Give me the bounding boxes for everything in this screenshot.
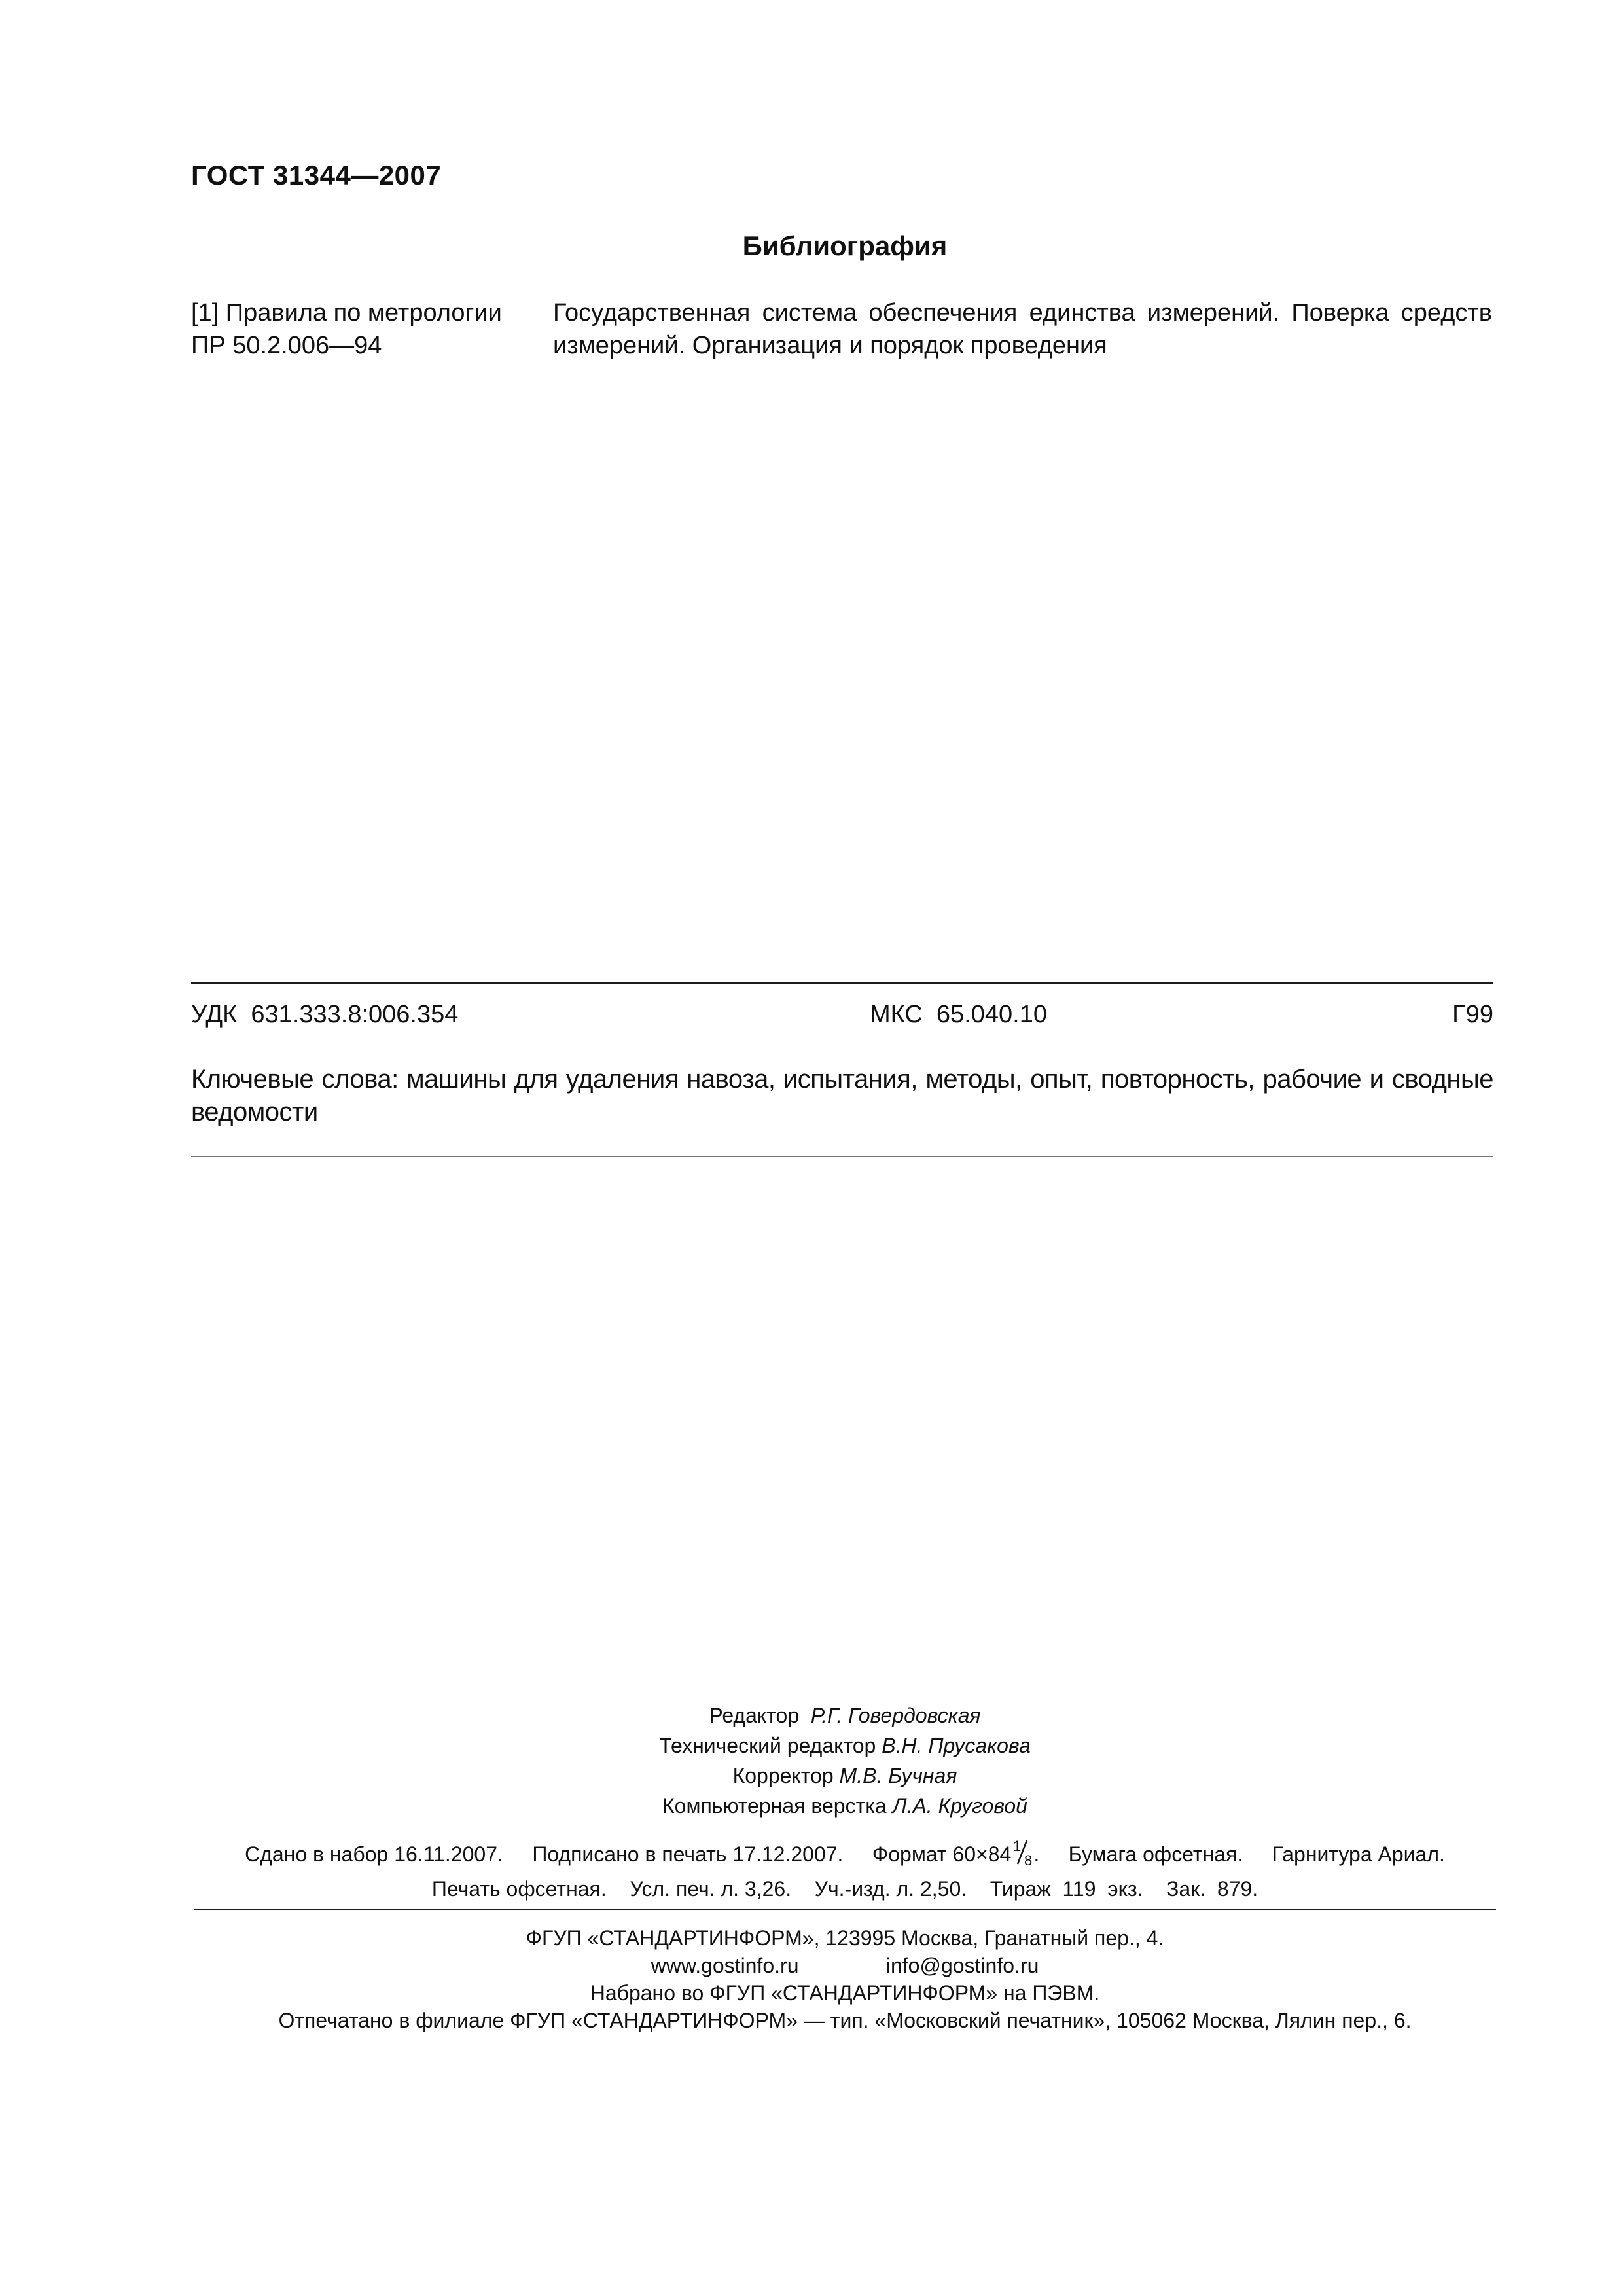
editorial-staff [0, 1700, 1623, 1821]
imprint-divider [194, 1909, 1496, 1910]
staff-role: Технический редактор [659, 1734, 876, 1757]
bibliography-entry-text: Государственная система обеспечения единства измерений. Поверка средств измерений. Организация и порядок проведения [553, 299, 1492, 359]
publisher-info [0, 1924, 1623, 2034]
typesetting-note: Набрано во ФГУП «СТАНДАРТИНФОРМ» на ПЭВМ. [590, 1981, 1100, 2005]
staff-line-layout [0, 1791, 1623, 1821]
classification-top-divider [191, 982, 1493, 984]
staff-name: Л.А. Круговой [892, 1794, 1027, 1818]
publisher-address: ФГУП «СТАНДАРТИНФОРМ», 123995 Москва, Гранатный пер., 4. [526, 1926, 1164, 1950]
fraction-denominator: 8 [1024, 1852, 1033, 1867]
mks-code: МКС 65.040.10 [870, 1001, 1047, 1028]
udc-code: УДК 631.333.8:006.354 [191, 1001, 459, 1028]
staff-line-tech-editor [0, 1731, 1623, 1761]
bibliography-entry-label-line1: [1] Правила по метрологии [191, 299, 502, 327]
printing-note: Отпечатано в филиале ФГУП «СТАНДАРТИНФОРМ» — тип. «Московский печатник», 105062 Москва, Лялин пер., 6. [278, 2009, 1412, 2032]
format-fraction [1011, 1838, 1033, 1867]
staff-role: Редактор [709, 1704, 800, 1727]
keywords: Ключевые слова: машины для удаления навоза, испытания, методы, опыт, повторность, рабочие и сводные ведомости [191, 1065, 1493, 1126]
print-details-line1 [0, 1838, 1623, 1869]
publisher-website[interactable]: www.gostinfo.ru [651, 1954, 799, 1977]
document-code: ГОСТ 31344—2007 [191, 160, 442, 190]
staff-name: В.Н. Прусакова [882, 1734, 1031, 1757]
publisher-contacts [0, 1952, 1623, 1979]
staff-name: М.В. Бучная [839, 1764, 957, 1787]
staff-line-editor [0, 1700, 1623, 1731]
fraction-numerator: 1 [1013, 1838, 1022, 1854]
keywords-bottom-divider [191, 1156, 1493, 1157]
staff-role: Компьютерная верстка [662, 1794, 887, 1818]
okstu-code: Г99 [1452, 1001, 1493, 1028]
bibliography-entry-label [191, 296, 544, 362]
staff-line-proofreader [0, 1761, 1623, 1791]
staff-name: Р.Г. Говердовская [810, 1704, 981, 1727]
publisher-email[interactable]: info@gostinfo.ru [885, 1954, 1039, 1977]
bibliography-title: Библиография [742, 230, 948, 261]
staff-role: Корректор [732, 1764, 834, 1787]
bibliography-entry-label-line2: ПР 50.2.006—94 [191, 332, 382, 359]
print-details-line2: Печать офсетная. Усл. печ. л. 3,26. Уч.-изд. л. 2,50. Тираж 119 экз. Зак. 879. [431, 1877, 1258, 1901]
print-details-part-a: Сдано в набор 16.11.2007. Подписано в печать 17.12.2007. Формат 60×84 [245, 1842, 1012, 1866]
print-details-part-b: . Бумага офсетная. Гарнитура Ариал. [1033, 1842, 1445, 1866]
